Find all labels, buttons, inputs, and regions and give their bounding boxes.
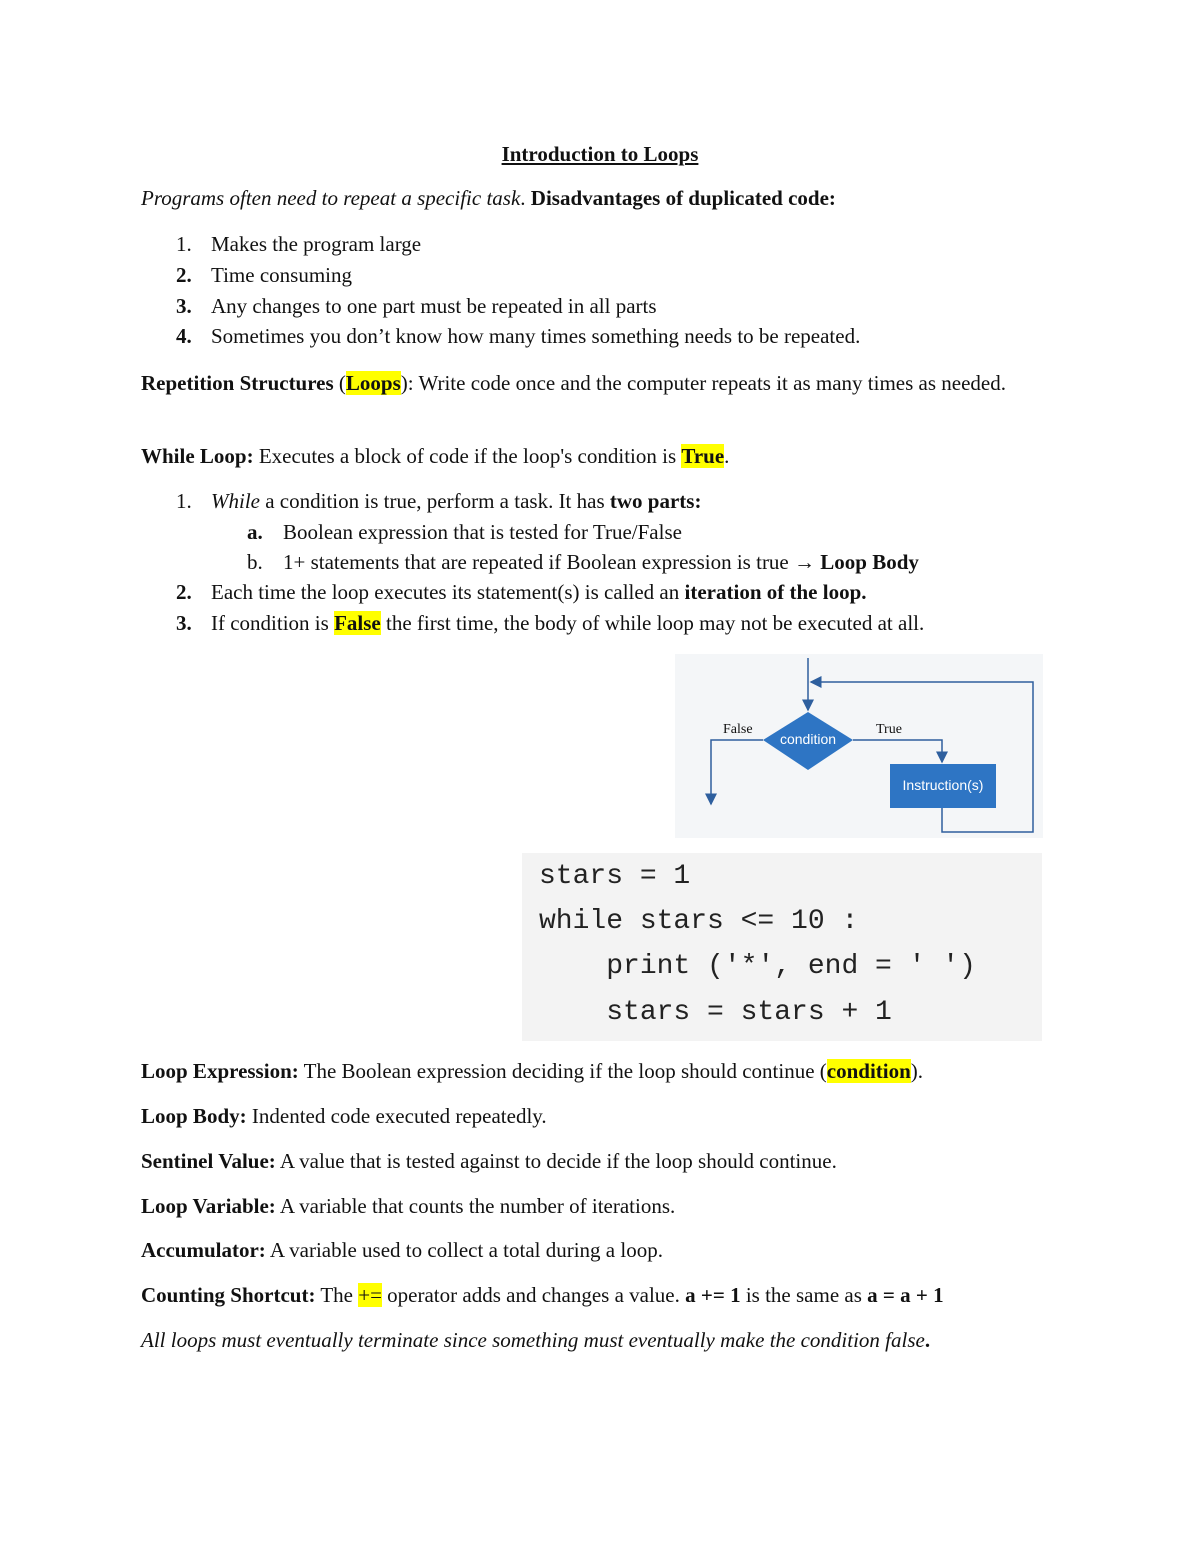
- code-line: stars = stars + 1: [539, 997, 892, 1028]
- list-item: [211, 489, 701, 514]
- condition-label: condition: [779, 731, 837, 747]
- list-number: 3.: [176, 294, 192, 318]
- list-item: [211, 611, 924, 636]
- list-number: 1.: [176, 489, 192, 513]
- definition-text: Indented code executed repeatedly.: [246, 1104, 547, 1128]
- list-item: [211, 580, 867, 605]
- flowchart-diagram: [675, 654, 1043, 838]
- true-label: True: [876, 722, 902, 737]
- item-text: 1+ statements that are repeated if Boolean expression is true →: [283, 550, 821, 574]
- list-item: Sometimes you don’t know how many times something needs to be repeated.: [211, 324, 861, 348]
- repetition-term: Repetition Structures: [141, 371, 334, 395]
- closing-end: .: [924, 1328, 931, 1352]
- definition-text: operator adds and changes a value.: [381, 1283, 686, 1307]
- repetition-text: Write code once and the computer repeats it as many times as needed.: [418, 371, 1006, 395]
- loop-expression-definition: [141, 1059, 923, 1084]
- list-item: Boolean expression that is tested for True/False: [283, 520, 682, 544]
- list-letter: a.: [247, 520, 263, 544]
- repetition-definition: [141, 369, 1041, 398]
- definition-text: The Boolean expression deciding if the loop should continue (: [298, 1059, 827, 1083]
- item-bold: iteration of the loop.: [684, 580, 867, 604]
- true-highlight: True: [681, 444, 725, 468]
- repetition-open: (: [333, 371, 346, 395]
- code-line: while stars <= 10 :: [539, 906, 859, 937]
- item-bold: two parts:: [609, 489, 702, 513]
- while-loop-flowchart: [675, 654, 1043, 838]
- item-bold: Loop Body: [820, 550, 919, 574]
- false-highlight: False: [334, 611, 381, 635]
- intro-italic: Programs often need to repeat a specific task: [141, 186, 521, 210]
- item-text: a condition is true, perform a task. It has: [259, 489, 610, 513]
- closing-italic: All loops must eventually terminate since something must eventually make the condition false: [141, 1328, 925, 1352]
- definition-text: A value that is tested against to decide if the loop should continue.: [275, 1149, 837, 1173]
- definition-term: Sentinel Value:: [141, 1149, 276, 1173]
- loops-highlight: Loops: [345, 371, 401, 395]
- intro-bold: Disadvantages of duplicated code:: [525, 186, 836, 210]
- plus-equals-highlight: +=: [358, 1283, 382, 1307]
- item-text: If condition is: [211, 611, 335, 635]
- false-arrow: [711, 740, 763, 804]
- loop-body-definition: [141, 1104, 547, 1129]
- sentinel-value-definition: [141, 1149, 837, 1174]
- definition-text: is the same as: [740, 1283, 868, 1307]
- list-number: 2.: [176, 580, 192, 604]
- closing-note: [141, 1328, 930, 1353]
- while-loop-end: .: [724, 444, 730, 468]
- list-item: [283, 550, 919, 575]
- definition-bold: a += 1: [685, 1283, 741, 1307]
- definition-term: Loop Variable:: [141, 1194, 276, 1218]
- while-italic: While: [211, 489, 260, 513]
- intro-line: [141, 186, 836, 211]
- item-text: the first time, the body of while loop may not be executed at all.: [380, 611, 925, 635]
- while-loop-text: Executes a block of code if the loop's condition is: [253, 444, 682, 468]
- while-loop-term: While Loop:: [141, 444, 254, 468]
- code-block: [522, 853, 1042, 1041]
- list-item: Any changes to one part must be repeated in all parts: [211, 294, 657, 318]
- counting-shortcut-definition: [141, 1283, 944, 1308]
- loop-variable-definition: [141, 1194, 675, 1219]
- list-letter: b.: [247, 550, 263, 574]
- list-number: 1.: [176, 232, 192, 256]
- definition-term: Loop Expression:: [141, 1059, 299, 1083]
- true-arrow: [853, 740, 942, 762]
- definition-term: Loop Body:: [141, 1104, 247, 1128]
- list-item: Time consuming: [211, 263, 352, 287]
- page-title: Introduction to Loops: [501, 142, 699, 166]
- list-number: 3.: [176, 611, 192, 635]
- definition-text: A variable that counts the number of iterations.: [275, 1194, 676, 1218]
- repetition-close: ):: [400, 371, 419, 395]
- definition-bold: a = a + 1: [867, 1283, 944, 1307]
- definition-end: ).: [910, 1059, 924, 1083]
- list-number: 4.: [176, 324, 192, 348]
- accumulator-definition: [141, 1238, 663, 1263]
- instruction-label: Instruction(s): [902, 777, 984, 793]
- definition-text: The: [315, 1283, 359, 1307]
- intro-period: .: [520, 186, 526, 210]
- while-loop-definition: [141, 444, 729, 469]
- code-line: stars = 1: [539, 861, 691, 892]
- definition-term: Accumulator:: [141, 1238, 266, 1262]
- definition-text: A variable used to collect a total during a loop.: [265, 1238, 663, 1262]
- list-item: Makes the program large: [211, 232, 422, 256]
- code-line: print ('*', end = ' '): [539, 951, 976, 982]
- definition-term: Counting Shortcut:: [141, 1283, 316, 1307]
- condition-highlight: condition: [826, 1059, 911, 1083]
- false-label: False: [723, 722, 753, 737]
- loop-back-arrow: [811, 682, 1033, 832]
- item-text: Each time the loop executes its statement(s) is called an: [211, 580, 685, 604]
- list-number: 2.: [176, 263, 192, 287]
